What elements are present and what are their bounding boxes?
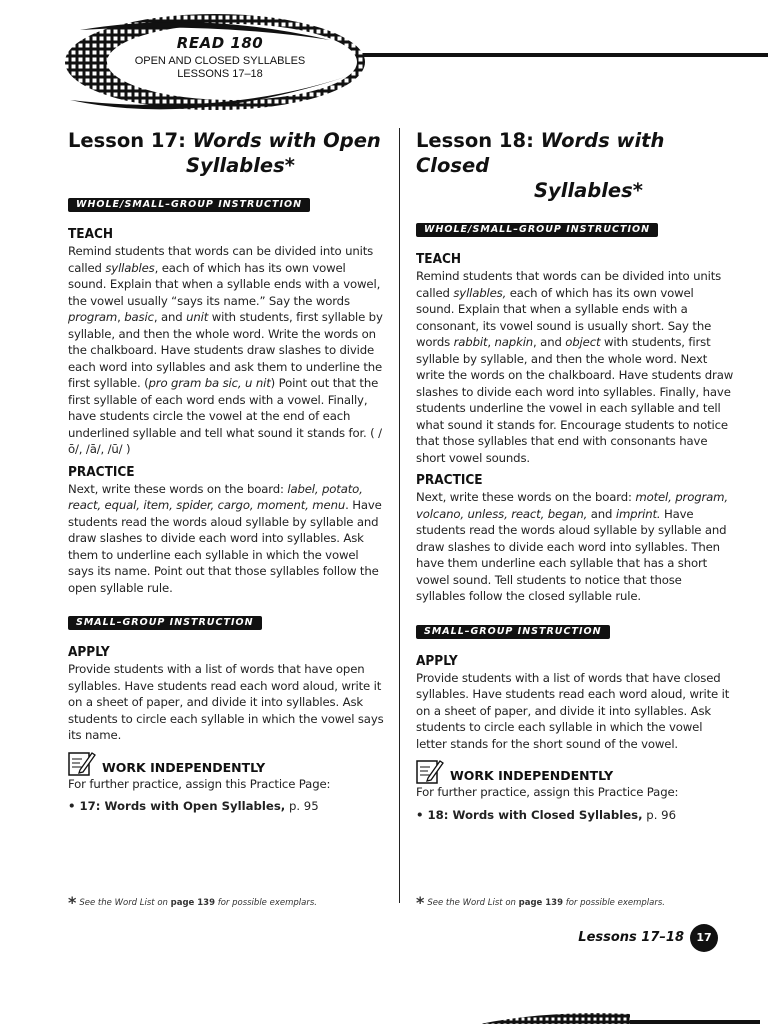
instruction-badge: SMALL–GROUP INSTRUCTION <box>416 625 610 639</box>
text-run: Remind students that words can be divided into units called <box>416 269 722 300</box>
apply-heading: APPLY <box>416 652 458 669</box>
practice-page-title: • 18: Words with Closed Syllables, <box>416 807 643 822</box>
text-run: , <box>487 335 495 349</box>
text-run-italic: pro gram ba sic, u nit <box>148 376 271 390</box>
asterisk-icon: * <box>68 893 77 912</box>
text-run-italic: label, potato, react, equal, item, spider, cargo, moment, menu <box>68 481 363 512</box>
work-independently-row <box>68 750 386 776</box>
text-run: Remind students that words can be divided into units called <box>68 244 374 275</box>
apply-paragraph: Provide students with a list of words that have closed syllables. Have students read each word aloud, write it on a sheet of paper, and divide it into syllables. Ask students to circle each syllable in which the vowel letter stands for the short sound of the vowel. <box>416 670 730 751</box>
work-independently-heading: WORK INDEPENDENTLY <box>450 768 614 783</box>
footer-lessons-label: Lessons 17–18 <box>578 930 684 945</box>
lesson-18-name-line2: Syllables* <box>534 179 643 202</box>
text-run-italic: syllables <box>105 260 155 275</box>
pencil-paper-icon <box>416 758 444 784</box>
footnote-text: See the Word List on <box>79 898 171 908</box>
lesson-17-column <box>68 128 386 814</box>
text-run: Have students read the words aloud syllable by syllable and draw slashes to divide each word into syllables. Then have them underline each syllable that has a short vowel sound. Tell students to notice that those syllables follow the closed syllable rule. <box>416 506 727 603</box>
practice-paragraph <box>416 489 734 605</box>
text-run: with students, first syllable by syllable, and then the whole word. Next write the words on the chalkboard. Have students draw slashes to divide each word into syllables. Finally, have students underline the vowel in each syllable and tell what sound it stands for. Encourage students to notice that those syllables that end with consonants have short vowel sounds. <box>416 335 734 465</box>
practice-heading: PRACTICE <box>416 472 483 488</box>
work-independently-row <box>416 758 734 784</box>
text-run-italic: motel, program, volcano, unless, react, began, <box>416 490 728 521</box>
work-independently-heading: WORK INDEPENDENTLY <box>102 759 266 775</box>
lesson-18-title <box>416 128 734 203</box>
page-number-badge: 17 <box>690 924 718 952</box>
apply-heading: APPLY <box>68 644 110 660</box>
text-run: Next, write these words on the board: <box>416 490 636 504</box>
text-run: with students, first syllable by syllable, and then the whole word. Write the words on the chalkboard. Have students draw slashes to divide each word into syllables and ask them to underline the first syllable. ( <box>68 310 383 390</box>
lesson-17-name-line1: Words with Open <box>192 129 381 152</box>
apply-paragraph: Provide students with a list of words that have open syllables. Have students read each word aloud, write it on a sheet of paper, and divide it into syllables. Ask students to circle each syllable in which the vowel says its name. <box>68 662 384 742</box>
lesson-17-number: Lesson 17: <box>68 129 186 152</box>
header-subtitle-line1: OPEN AND CLOSED SYLLABLES <box>134 55 306 67</box>
teach-heading: TEACH <box>68 226 114 242</box>
text-run: ) Point out that the first syllable of each word ends with a vowel. Finally, have students circle the vowel at the end of each underlined syllable and tell what sound it stands for. ( /ō/, /ā/, /ū/ ) <box>68 376 382 456</box>
text-run: Next, write these words on the board: <box>68 481 288 496</box>
text-run-italic: imprint. <box>615 506 661 521</box>
pencil-paper-icon <box>68 750 96 776</box>
work-independently-text: For further practice, assign this Practice Page: <box>68 776 331 791</box>
text-run-italic: unit <box>186 310 209 324</box>
text-run-italic: object <box>565 335 601 349</box>
practice-page-title: • 17: Words with Open Syllables, <box>68 799 286 813</box>
header-subtitle-line2: LESSONS 17–18 <box>177 68 263 80</box>
footnote-text: for possible exemplars. <box>563 898 665 908</box>
text-run: , each of which has its own vowel sound. Explain that when a syllable ends with a vowel, the vowel usually “says its name.” Say the words <box>68 260 381 308</box>
practice-page-item <box>416 807 734 823</box>
footnote-text: See the Word List on <box>427 898 519 908</box>
brand-logo: READ 180 <box>176 34 264 52</box>
text-run: , and <box>153 310 187 324</box>
text-run: , and <box>533 335 566 349</box>
text-run: and <box>587 506 616 521</box>
spacer <box>68 602 386 610</box>
lesson-18-number: Lesson 18: <box>416 129 534 152</box>
text-run-italic: program <box>68 310 118 324</box>
header-subtitle <box>130 55 310 81</box>
footer-decoration <box>460 1010 760 1024</box>
footnote-lesson-18 <box>416 893 665 912</box>
text-run-italic: basic <box>124 310 154 324</box>
text-run-italic: napkin <box>494 335 534 349</box>
lesson-17-title <box>68 128 386 178</box>
text-run-italic: rabbit <box>453 335 488 349</box>
practice-heading: PRACTICE <box>68 463 135 480</box>
practice-paragraph <box>68 481 386 597</box>
instruction-badge: WHOLE/SMALL–GROUP INSTRUCTION <box>416 223 658 237</box>
footnote-page-ref: page 139 <box>518 898 564 908</box>
column-divider <box>399 128 400 903</box>
text-run: . Have students read the words aloud syllable by syllable and draw slashes to divide each word into syllables. Ask them to underline each syllable in which the vowel says its name. Point out that those syllables follow the open syllable rule. <box>68 498 382 595</box>
asterisk-icon: * <box>416 893 425 912</box>
practice-page-item <box>68 798 386 814</box>
page-header <box>0 0 768 120</box>
teach-paragraph <box>416 268 734 466</box>
header-graphic <box>0 0 768 120</box>
footnote-text: for possible exemplars. <box>215 898 317 908</box>
instruction-badge: SMALL–GROUP INSTRUCTION <box>68 616 262 630</box>
lesson-17-name-line2: Syllables* <box>186 154 295 177</box>
text-run-italic: syllables, <box>453 285 507 300</box>
instruction-badge: WHOLE/SMALL–GROUP INSTRUCTION <box>68 198 310 212</box>
practice-page-number: p. 95 <box>285 799 319 813</box>
footnote-page-ref: page 139 <box>170 898 216 908</box>
work-independently-text: For further practice, assign this Practice Page: <box>416 785 679 799</box>
text-run: each of which has its own vowel sound. Explain that when a syllable ends with a consonant, its vowel sound is usually short. Say the words <box>416 285 712 349</box>
footnote-lesson-17 <box>68 893 317 912</box>
text-run: , <box>117 310 125 324</box>
teach-paragraph <box>68 243 386 458</box>
lesson-18-column <box>416 128 734 823</box>
spacer <box>416 611 734 619</box>
teach-heading: TEACH <box>416 251 462 267</box>
practice-page-number: p. 96 <box>642 807 676 822</box>
lesson-18-name-line1: Words with Closed <box>416 129 665 177</box>
